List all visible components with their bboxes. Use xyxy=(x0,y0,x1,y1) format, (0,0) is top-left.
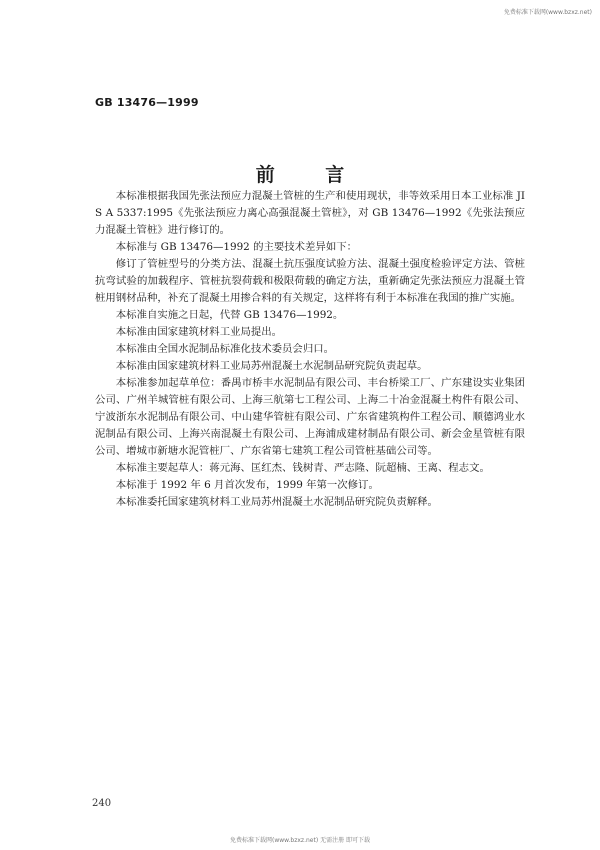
paragraph-participants: 本标准参加起草单位：番禺市桥丰水泥制品有限公司、丰台桥梁工厂、广东建设实业集团公司、广州羊城管桩有限公司、上海三航第七工程公司、上海二十冶金混凝土构件有限公司、宁波浙东水泥制品有限公司、中山建华管桩有限公司、广东省建筑构件工程公司、顺德鸿业水泥制品有限公司、上海兴南混凝土有限公司、上海浦成建材制品有限公司、新会金星管桩有限公司、增城市新塘水泥管桩厂、广东省第七建筑工程公司管桩基础公司等。 xyxy=(95,377,525,457)
header-watermark: 免费标准下载网(www.bzxz.net) xyxy=(503,9,592,16)
paragraph-drafted-by: 本标准由国家建筑材料工业局苏州混凝土水泥制品研究院负责起草。 xyxy=(115,360,428,372)
paragraph-history: 本标准于 1992 年 6 月首次发布，1999 年第一次修订。 xyxy=(115,479,379,491)
document-body xyxy=(95,188,525,511)
footer-watermark: 免费标准下载网(www.bzxz.net) 无需注册 即可下载 xyxy=(230,837,370,844)
paragraph-interpretation: 本标准委托国家建筑材料工业局苏州混凝土水泥制品研究院负责解释。 xyxy=(115,496,438,508)
paragraph-differences-heading: 本标准与 GB 13476—1992 的主要技术差异如下： xyxy=(115,241,357,253)
paragraph-main-drafters: 本标准主要起草人：蒋元海、匡红杰、钱树青、严志隆、阮超楠、王离、程志文。 xyxy=(115,462,490,474)
paragraph-managed-by: 本标准由全国水泥制品标准化技术委员会归口。 xyxy=(115,343,334,355)
paragraph-intro: 本标准根据我国先张法预应力混凝土管桩的生产和使用现状，非等效采用日本工业标准 JIS A 5337:1995《先张法预应力离心高强混凝土管桩》，对 GB 13476—1992《先张法预应力混凝土管桩》进行修订的。 xyxy=(95,190,525,236)
paragraph-proposed-by: 本标准由国家建筑材料工业局提出。 xyxy=(115,326,283,338)
page-number: 240 xyxy=(92,798,112,809)
paragraph-replaces: 本标准自实施之日起，代替 GB 13476—1992。 xyxy=(115,309,344,321)
page-title: 前 言 xyxy=(255,164,367,186)
standard-code: GB 13476—1999 xyxy=(95,96,199,109)
paragraph-differences: 修订了管桩型号的分类方法、混凝土抗压强度试验方法、混凝土强度检验评定方法、管桩抗弯试验的加载程序、管桩抗裂荷载和极限荷载的确定方法，重新确定先张法预应力混凝土管桩用钢材品种，补充了混凝土用掺合料的有关规定，这样将有利于本标准在我国的推广实施。 xyxy=(95,258,525,304)
